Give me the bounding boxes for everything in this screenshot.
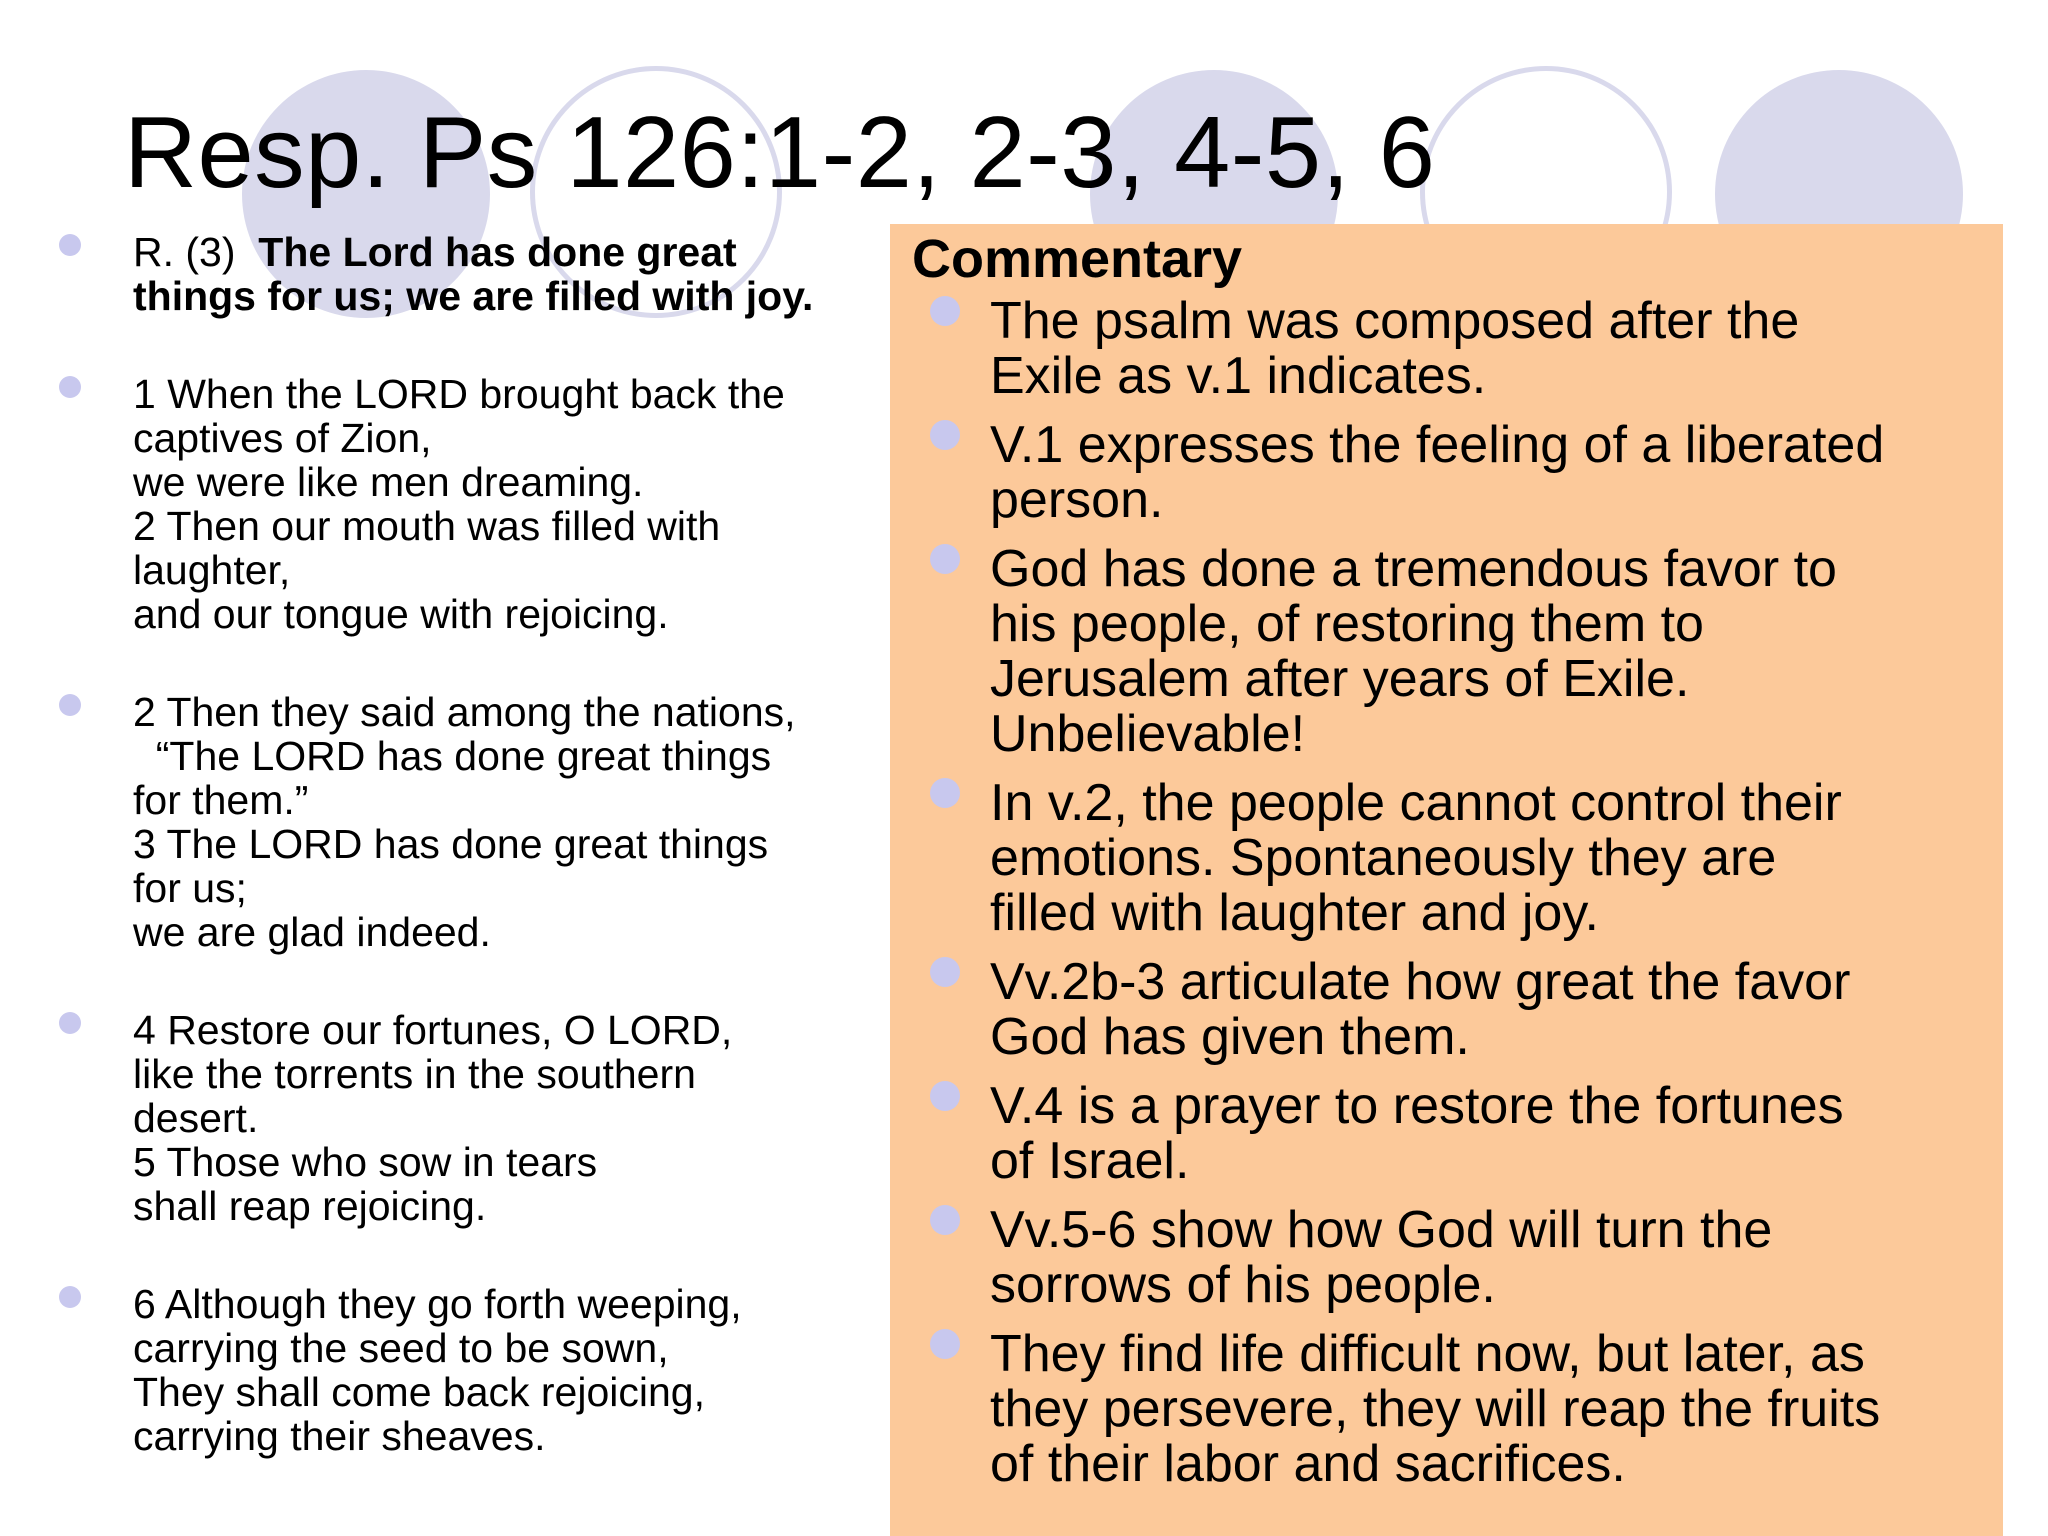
bullet-icon: [930, 420, 960, 450]
verse-line: for us;: [133, 865, 247, 911]
bullet-icon: [930, 1329, 960, 1359]
commentary-line: person.: [990, 471, 1164, 529]
commentary-line: filled with laughter and joy.: [990, 884, 1599, 942]
commentary-line: sorrows of his people.: [990, 1256, 1496, 1314]
bullet-icon: [930, 957, 960, 987]
bullet-icon: [930, 544, 960, 574]
response-bold-line-1: The Lord has done great: [258, 229, 737, 275]
commentary-line: of Israel.: [990, 1132, 1190, 1190]
verse-line: 2 Then they said among the nations,: [133, 689, 796, 735]
commentary-item: [912, 776, 1975, 941]
response-line-1: [133, 230, 895, 274]
verse-line: 3 The LORD has done great things: [133, 821, 769, 867]
psalm-verses-list: [55, 230, 895, 1512]
commentary-item: [912, 1203, 1975, 1313]
verse-line: carrying their sheaves.: [133, 1413, 546, 1459]
verse-line: “The LORD has done great things: [133, 733, 772, 779]
slide-title: Resp. Ps 126:1-2, 2-3, 4-5, 6: [124, 97, 1436, 209]
bullet-icon: [59, 376, 81, 398]
verse-line: 4 Restore our fortunes, O LORD,: [133, 1007, 733, 1053]
response-item: [55, 230, 895, 318]
verse-item: [55, 1008, 895, 1228]
verse-item: [55, 372, 895, 636]
commentary-heading: Commentary: [912, 229, 1243, 289]
verse-line: for them.”: [133, 777, 309, 823]
bullet-icon: [930, 296, 960, 326]
verse-item: [55, 690, 895, 954]
commentary-line: God has done a tremendous favor to: [990, 540, 1837, 598]
verse-line: They shall come back rejoicing,: [133, 1369, 705, 1415]
verse-line: 1 When the LORD brought back the: [133, 371, 785, 417]
commentary-line: they persevere, they will reap the fruits: [990, 1380, 1881, 1438]
commentary-panel: [890, 224, 2003, 1536]
commentary-line: Unbelievable!: [990, 705, 1306, 763]
commentary-line: emotions. Spontaneously they are: [990, 829, 1777, 887]
commentary-list: [912, 294, 1975, 1492]
verse-line: like the torrents in the southern: [133, 1051, 696, 1097]
verse-line: 5 Those who sow in tears: [133, 1139, 598, 1185]
verse-line: shall reap rejoicing.: [133, 1183, 487, 1229]
commentary-line: God has given them.: [990, 1008, 1470, 1066]
response-prefix: R. (3): [133, 229, 236, 275]
response-bold-line-2: things for us; we are filled with joy.: [133, 273, 814, 319]
commentary-line: V.1 expresses the feeling of a liberated: [990, 416, 1885, 474]
bullet-icon: [59, 694, 81, 716]
commentary-line: The psalm was composed after the: [990, 292, 1800, 350]
commentary-item: [912, 294, 1975, 404]
verse-line: 2 Then our mouth was filled with: [133, 503, 721, 549]
commentary-line: Vv.2b-3 articulate how great the favor: [990, 953, 1851, 1011]
verse-line: desert.: [133, 1095, 259, 1141]
bullet-icon: [59, 1012, 81, 1034]
commentary-item: [912, 1079, 1975, 1189]
commentary-item: [912, 955, 1975, 1065]
commentary-item: [912, 542, 1975, 762]
verse-line: carrying the seed to be sown,: [133, 1325, 669, 1371]
commentary-line: Exile as v.1 indicates.: [990, 347, 1487, 405]
commentary-line: Jerusalem after years of Exile.: [990, 650, 1690, 708]
verse-item: [55, 1282, 895, 1458]
commentary-line: They find life difficult now, but later, as: [990, 1325, 1865, 1383]
bullet-icon: [930, 778, 960, 808]
verse-line: 6 Although they go forth weeping,: [133, 1281, 742, 1327]
verse-line: we were like men dreaming.: [133, 459, 644, 505]
commentary-line: In v.2, the people cannot control their: [990, 774, 1842, 832]
commentary-item: [912, 1327, 1975, 1492]
verse-line: captives of Zion,: [133, 415, 432, 461]
commentary-item: [912, 418, 1975, 528]
commentary-line: his people, of restoring them to: [990, 595, 1704, 653]
commentary-line: Vv.5-6 show how God will turn the: [990, 1201, 1773, 1259]
verse-line: and our tongue with rejoicing.: [133, 591, 669, 637]
verse-line: we are glad indeed.: [133, 909, 491, 955]
bullet-icon: [59, 234, 81, 256]
commentary-line: of their labor and sacrifices.: [990, 1435, 1626, 1493]
commentary-line: V.4 is a prayer to restore the fortunes: [990, 1077, 1844, 1135]
bullet-icon: [59, 1286, 81, 1308]
bullet-icon: [930, 1081, 960, 1111]
verse-line: laughter,: [133, 547, 291, 593]
bullet-icon: [930, 1205, 960, 1235]
